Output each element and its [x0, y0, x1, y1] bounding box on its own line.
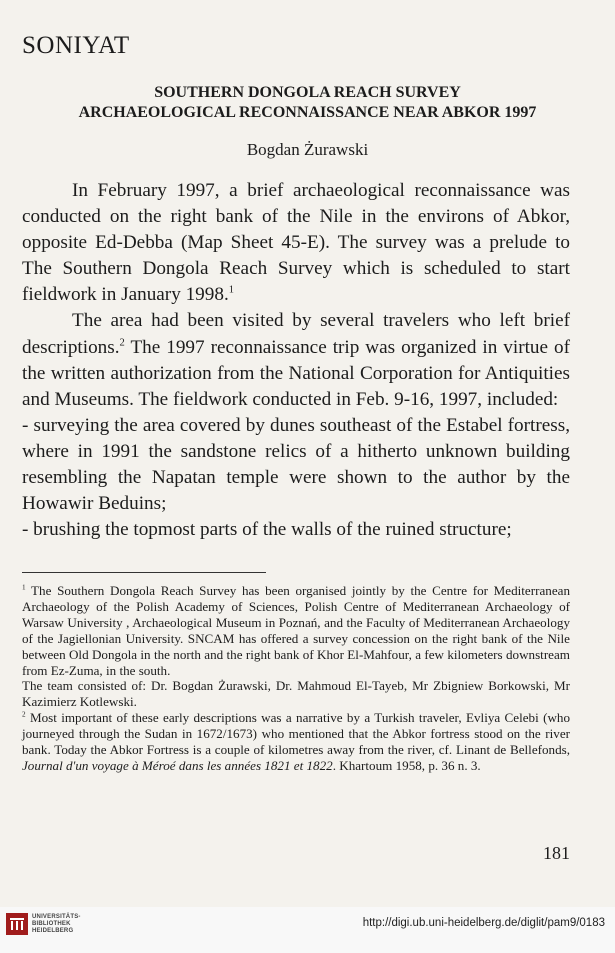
article-title-line-1: SOUTHERN DONGOLA REACH SURVEY — [154, 84, 461, 101]
footnote-1 — [22, 583, 570, 678]
library-logo[interactable] — [6, 913, 81, 935]
article-title-line-2: ARCHAEOLOGICAL RECONNAISSANCE NEAR ABKOR 1997 — [78, 104, 537, 121]
footnotes — [22, 583, 570, 774]
logo-column-right — [21, 921, 23, 930]
footnote-1-text: The Southern Dongola Reach Survey has been organised jointly by the Centre for Mediterranean Archaeology of the Polish Academy of Sciences, Polish Centre of Mediterranean Archaeology of Warsaw University , Archaeological Museum in Poznań, and the Faculty of Mediterranean Archaeology of the Jagiellonian University. SNCAM has offered a survey concession on the right bank of the Nile between Old Dongola in the north and the right bank of Khor El-Mahfour, a few kilometers downstream from Ez-Zuma, in the south. — [22, 583, 570, 678]
logo-text-line-3: HEIDELBERG — [32, 927, 74, 934]
logo-text-line-1: UNIVERSITÄTS- — [32, 913, 81, 920]
list-item-surveying: - surveying the area covered by dunes southeast of the Estabel fortress, where in 1991 the sandstone relics of a hitherto unknown building resembling the Napatan temple were shown to the author by the Howawir Beduins; — [22, 414, 570, 515]
paragraph-2-text-b: The 1997 reconnaissance trip was organized in virtue of the written authorization from the National Corporation for Antiquities and Museums. The fieldwork conducted in Feb. 9-16, 1997, included: — [22, 336, 570, 410]
footnote-2 — [22, 710, 570, 774]
footnote-2-citation-title: Journal d'un voyage à Méroé dans les années 1821 et 1822 — [22, 757, 333, 773]
list-item-brushing: - brushing the topmost parts of the walls of the ruined structure; — [22, 519, 512, 541]
logo-column-left — [11, 921, 13, 930]
footer-bar — [0, 907, 615, 953]
footnote-divider — [22, 572, 266, 573]
footnote-2-number: 2 — [22, 710, 26, 719]
section-heading: SONIYAT — [22, 32, 130, 59]
author-name: Bogdan Żurawski — [246, 140, 369, 159]
footnote-team: The team consisted of: Dr. Bogdan Żurawski, Dr. Mahmoud El-Tayeb, Mr Zbigniew Borkowski, Mr Kazimierz Kotlewski. — [22, 678, 570, 710]
paragraph-2 — [22, 308, 570, 412]
footnote-2-text: Most important of these early descriptions was a narrative by a Turkish traveler, Evliya Celebi (who journeyed through the Sudan in 1672/1673) who mentioned that the Abkor fortress stood on the river bank. Today the Abkor Fortress is a couple of kilometres away from the river, cf. Linant de Bellefonds, — [22, 710, 570, 758]
paragraph-1 — [22, 178, 570, 308]
footnote-ref-1[interactable]: 1 — [228, 284, 235, 296]
logo-text-line-2: BIBLIOTHEK — [32, 920, 71, 927]
library-logo-icon — [6, 913, 28, 935]
page-number: 181 — [543, 843, 570, 863]
body-text — [22, 178, 570, 543]
logo-bar-top — [10, 918, 24, 920]
digital-source-url[interactable]: http://digi.ub.uni-heidelberg.de/diglit/pam9/0183 — [362, 917, 605, 929]
logo-column-middle — [16, 921, 18, 930]
paragraph-1-text: In February 1997, a brief archaeological reconnaissance was conducted on the right bank of the Nile in the environs of Abkor, opposite Ed-Debba (Map Sheet 45-E). The survey was a prelude to The Southern Dongola Reach Survey which is scheduled to start fieldwork in January 1998. — [22, 180, 570, 306]
footnote-2-end: . Khartoum 1958, p. 36 n. 3. — [332, 757, 481, 773]
paragraph-2-text-a: The area had been visited by several travelers who left brief descriptions. — [22, 310, 570, 358]
footnote-ref-2[interactable]: 2 — [119, 337, 125, 349]
footnote-1-number: 1 — [22, 583, 26, 592]
library-logo-text — [32, 914, 81, 935]
